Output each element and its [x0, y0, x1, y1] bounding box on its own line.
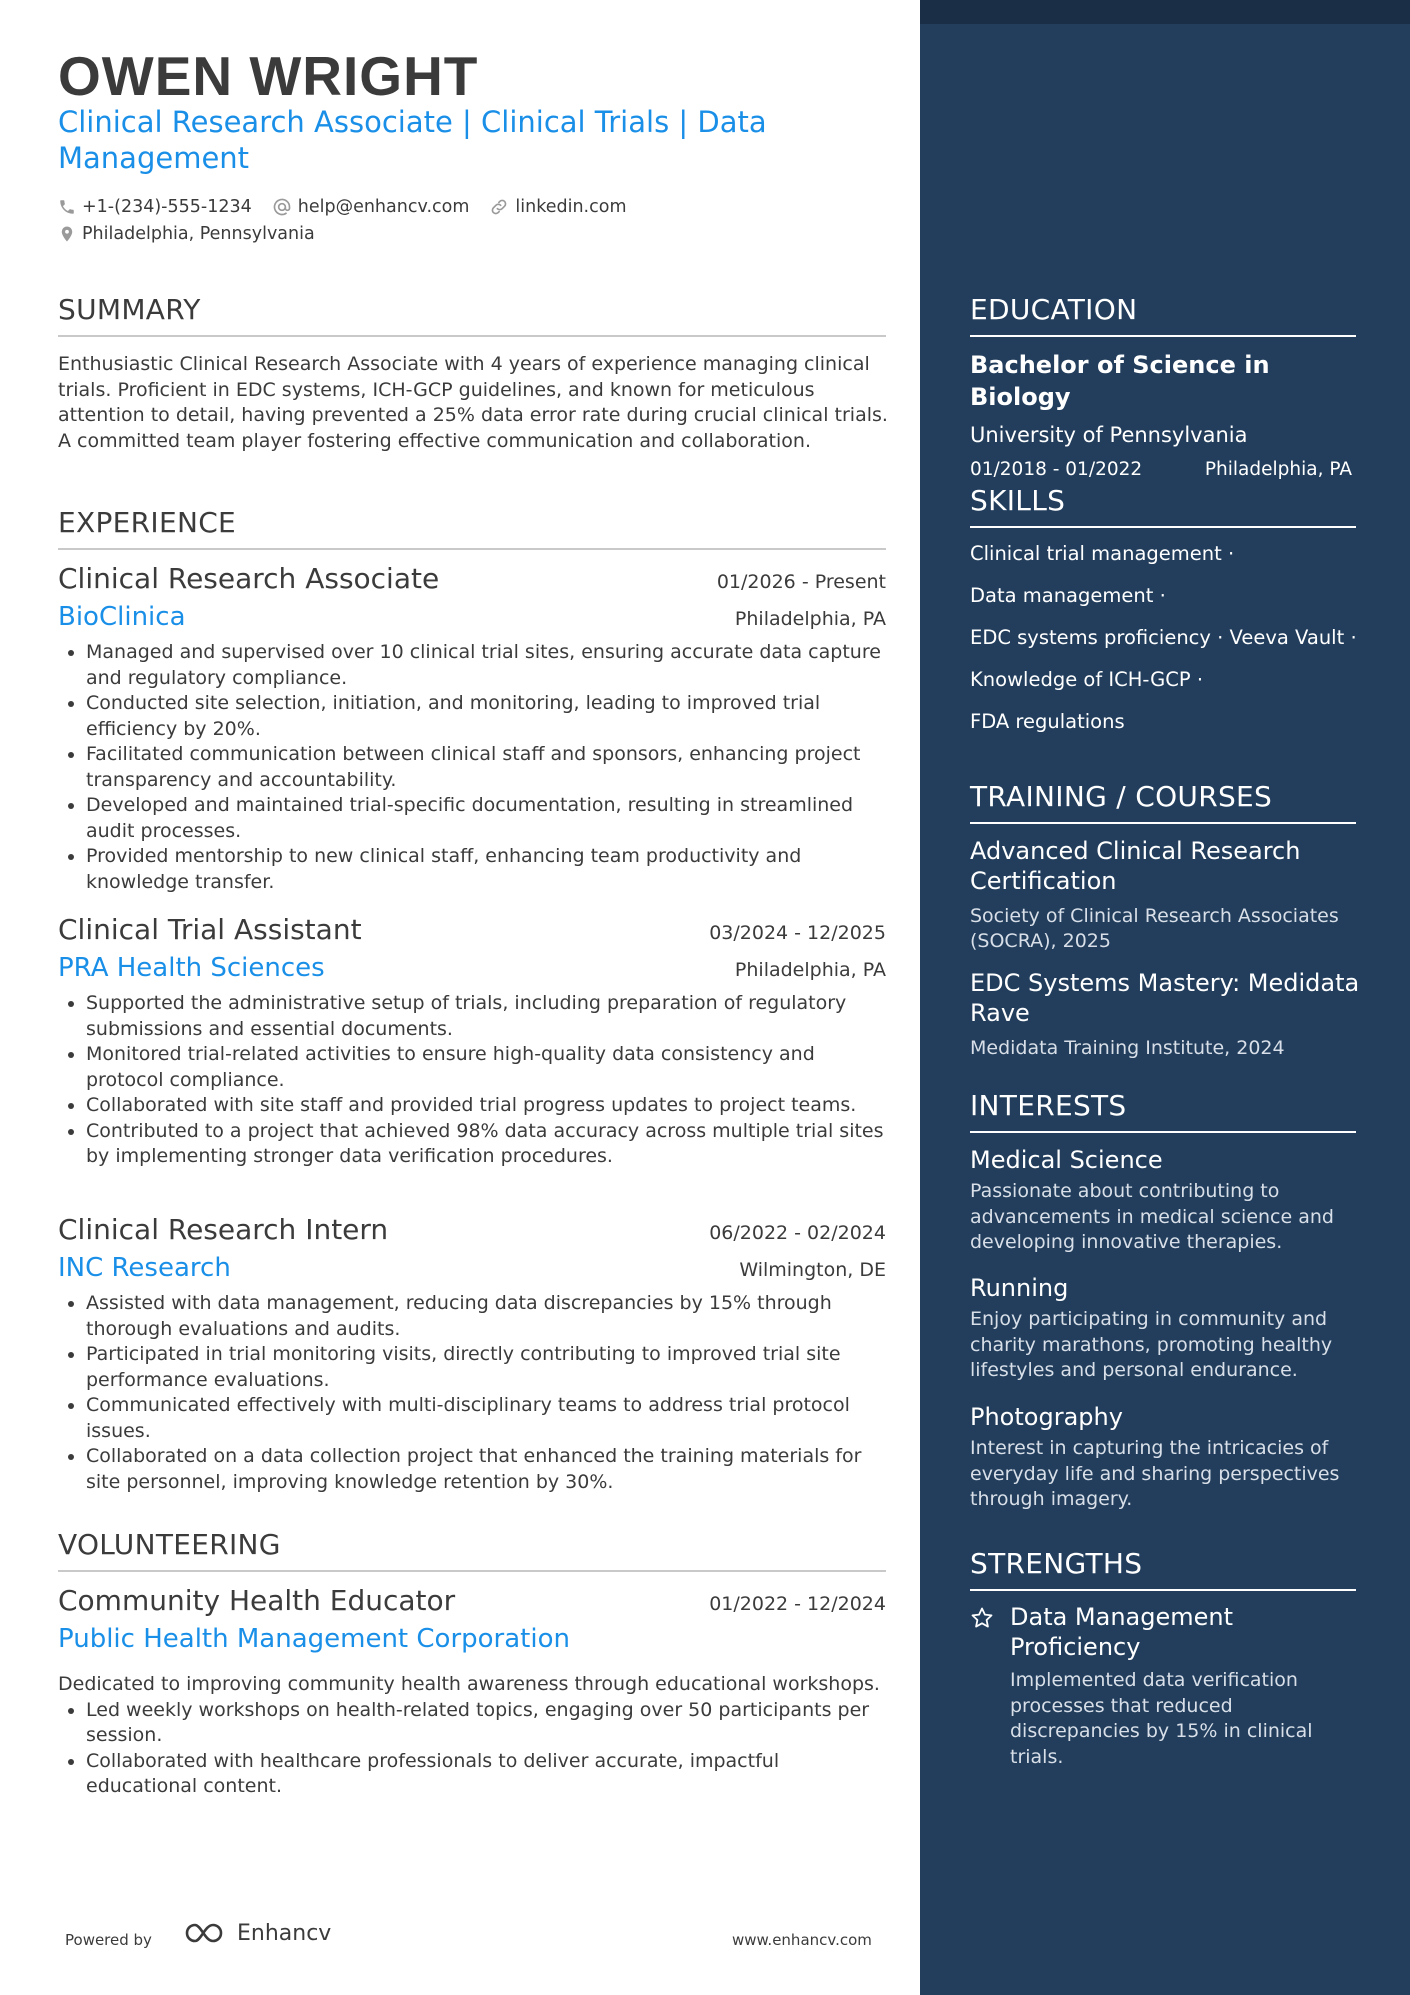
enhancv-logo-icon [183, 1920, 231, 1946]
sidebar [920, 0, 1410, 1995]
skill-line: Knowledge of ICH-GCP · [970, 668, 1204, 691]
job-location: Philadelphia, PA [734, 608, 886, 630]
volunteer-dates: 01/2022 - 12/2024 [709, 1593, 886, 1615]
strength-description: Implemented data verification processes that reduced discrepancies by 15% in clinical trials. [1010, 1669, 1313, 1768]
education-location: Philadelphia, PA [1204, 459, 1352, 480]
bullet-item: • Provided mentorship to new clinical staff, enhancing team productivity and knowledge transfer. [86, 844, 886, 895]
summary-text: Enthusiastic Clinical Research Associate with 4 years of experience managing clinical trials. Proficient in EDC systems, ICH-GCP guidelines, and known for meticulous attention to detail, having prevented a 25% data error rate during crucial clinical trials. A committed team player fostering effective communication and collaboration. [58, 353, 888, 452]
skill-line: FDA regulations [970, 710, 1125, 733]
experience-heading: EXPERIENCE [58, 506, 886, 550]
education-heading: EDUCATION [970, 293, 1356, 337]
course-provider: Society of Clinical Research Associates (SOCRA), 2025 [970, 905, 1339, 952]
training-entry [970, 836, 1370, 954]
bullet-item: • Communicated effectively with multi-disciplinary teams to address trial protocol issues. [86, 1393, 886, 1444]
education-dates: 01/2018 - 01/2022 [970, 459, 1143, 480]
skill-line: Data management · [970, 584, 1166, 607]
skills-heading: SKILLS [970, 484, 1356, 528]
bullet-item: • Managed and supervised over 10 clinical trial sites, ensuring accurate data capture and regulatory compliance. [86, 640, 886, 691]
strengths-heading: STRENGTHS [970, 1547, 1356, 1591]
email-contact[interactable] [272, 197, 470, 217]
job-title: Clinical Research Intern [58, 1213, 389, 1246]
interest-description: Enjoy participating in community and charity marathons, promoting healthy lifestyles and personal endurance. [970, 1308, 1333, 1381]
volunteering-entry [58, 1584, 886, 1800]
job-dates: 01/2026 - Present [716, 571, 886, 593]
interest-description: Passionate about contributing to advancements in medical science and developing innovative therapies. [970, 1180, 1334, 1253]
enhancv-brand-text: Enhancv [237, 1920, 332, 1946]
job-bullets [58, 1291, 886, 1495]
sidebar-top-bar [920, 0, 1410, 24]
skill-line: EDC systems proficiency · Veeva Vault · [970, 626, 1357, 649]
contact-info [58, 193, 647, 247]
course-provider: Medidata Training Institute, 2024 [970, 1037, 1285, 1059]
star-icon [970, 1606, 994, 1630]
interests-heading: INTERESTS [970, 1089, 1356, 1133]
bullet-item: • Conducted site selection, initiation, and monitoring, leading to improved trial efficiency by 20%. [86, 691, 886, 742]
education-entry [970, 349, 1370, 480]
job-title: Clinical Trial Assistant [58, 913, 362, 946]
skills-list [970, 533, 1370, 743]
location-contact [58, 224, 315, 244]
phone-contact[interactable] [58, 197, 252, 217]
interest-entry [970, 1273, 1370, 1384]
email-text: help@enhancv.com [297, 196, 470, 217]
interest-title: Running [970, 1274, 1069, 1302]
bullet-item: • Developed and maintained trial-specific documentation, resulting in streamlined audit processes. [86, 793, 886, 844]
enhancv-logo[interactable] [183, 1920, 331, 1946]
course-title: Advanced Clinical Research Certification [970, 837, 1301, 895]
candidate-name: OWEN WRIGHT [58, 45, 479, 107]
company-name: BioClinica [58, 602, 186, 632]
training-entry [970, 968, 1370, 1061]
linkedin-text: linkedin.com [515, 196, 627, 217]
powered-by-label: Powered by [65, 1931, 152, 1949]
bullet-item: • Collaborated with healthcare professionals to deliver accurate, impactful educational content. [86, 1749, 886, 1800]
interest-description: Interest in capturing the intricacies of everyday life and sharing perspectives through imagery. [970, 1437, 1340, 1510]
company-name: INC Research [58, 1253, 231, 1283]
volunteer-bullets [58, 1698, 886, 1800]
bullet-item: • Collaborated on a data collection project that enhanced the training materials for site personnel, improving knowledge retention by 30%. [86, 1444, 886, 1495]
volunteer-role: Community Health Educator [58, 1584, 456, 1617]
phone-text: +1-(234)-555-1234 [82, 196, 252, 217]
location-text: Philadelphia, Pennsylvania [82, 223, 315, 244]
bullet-item: • Assisted with data management, reducing data discrepancies by 15% through thorough evaluations and audits. [86, 1291, 886, 1342]
strength-entry [970, 1602, 1370, 1770]
bullet-item: • Supported the administrative setup of trials, including preparation of regulatory submissions and essential documents. [86, 991, 886, 1042]
interest-entry [970, 1145, 1370, 1256]
training-heading: TRAINING / COURSES [970, 780, 1356, 824]
bullet-item: • Facilitated communication between clinical staff and sponsors, enhancing project transparency and accountability. [86, 742, 886, 793]
at-icon [272, 197, 292, 217]
headline: Clinical Research Associate | Clinical Trials | Data Management [58, 105, 767, 175]
job-entry [58, 1213, 886, 1495]
job-bullets [58, 991, 886, 1170]
job-title: Clinical Research Associate [58, 562, 440, 595]
bullet-item: • Participated in trial monitoring visits, directly contributing to improved trial site performance evaluations. [86, 1342, 886, 1393]
interest-title: Medical Science [970, 1146, 1163, 1174]
bullet-item: • Contributed to a project that achieved 98% data accuracy across multiple trial sites by implementing stronger data verification procedures. [86, 1119, 886, 1170]
job-entry [58, 562, 886, 895]
strength-title: Data Management Proficiency [1010, 1603, 1234, 1661]
job-entry [58, 913, 886, 1170]
job-location: Wilmington, DE [739, 1259, 886, 1281]
footer-url-link[interactable]: www.enhancv.com [732, 1931, 872, 1949]
job-bullets [58, 640, 886, 895]
interest-title: Photography [970, 1403, 1123, 1431]
linkedin-contact[interactable] [489, 197, 626, 217]
volunteer-org: Public Health Management Corporation [58, 1624, 570, 1654]
bullet-item: • Collaborated with site staff and provided trial progress updates to project teams. [86, 1093, 886, 1119]
degree: Bachelor of Science in Biology [970, 351, 1270, 411]
volunteer-description: Dedicated to improving community health awareness through educational workshops. [58, 1673, 880, 1695]
job-dates: 03/2024 - 12/2025 [709, 922, 886, 944]
bullet-item: • Led weekly workshops on health-related topics, engaging over 50 participants per session. [86, 1698, 886, 1749]
job-location: Philadelphia, PA [734, 959, 886, 981]
volunteering-heading: VOLUNTEERING [58, 1528, 886, 1572]
skill-line: Clinical trial management · [970, 542, 1235, 565]
job-dates: 06/2022 - 02/2024 [709, 1222, 886, 1244]
phone-icon [58, 198, 76, 216]
bullet-item: • Monitored trial-related activities to ensure high-quality data consistency and protocol compliance. [86, 1042, 886, 1093]
location-pin-icon [58, 224, 76, 244]
school: University of Pennsylvania [970, 423, 1248, 447]
course-title: EDC Systems Mastery: Medidata Rave [970, 969, 1360, 1027]
company-name: PRA Health Sciences [58, 953, 325, 983]
interest-entry [970, 1402, 1370, 1513]
summary-heading: SUMMARY [58, 293, 886, 337]
link-icon [489, 197, 509, 217]
